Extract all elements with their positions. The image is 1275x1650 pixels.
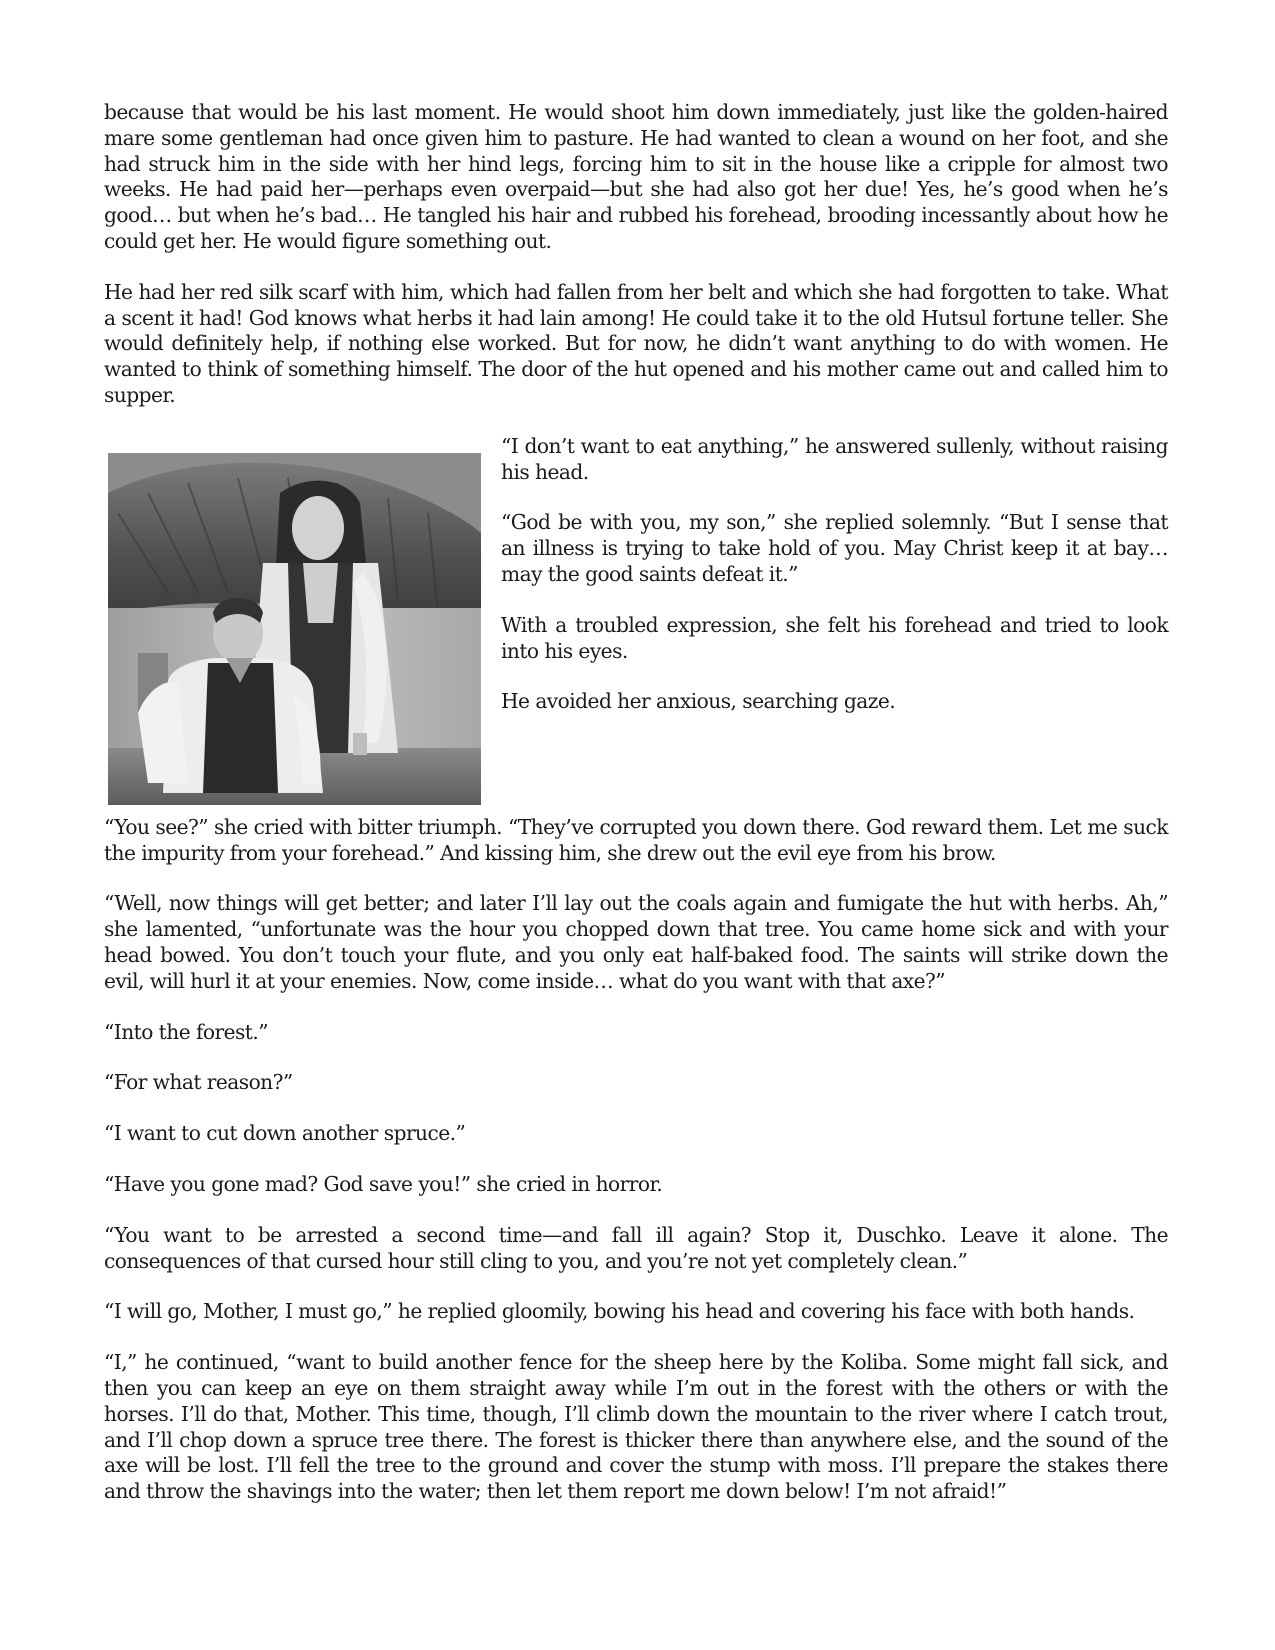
photo-illustration-icon	[108, 453, 481, 805]
paragraph-7: “You see?” she cried with bitter triumph. “They’ve corrupted you down there. God reward them. Let me suck the impurity from your forehead.” And kissing him, she drew out the evil eye from his brow.	[104, 814, 1168, 865]
paragraph-6: He avoided her anxious, searching gaze.	[501, 689, 896, 714]
paragraph-1: because that would be his last moment. He would shoot him down immediately, just like the golden-haired mare some gentleman had once given him to pasture. He had wanted to clean a wound on her foot, and she had struck him in the side with her hind legs, forcing him to sit in the house like a cripple for almost two weeks. He had paid her—perhaps even overpaid—but she had also got her due! Yes, he’s good when he’s good… but when he’s bad… He tangled his hair and rubbed his forehead, brooding incessantly about how he could get her. He would figure something out.	[104, 100, 1168, 253]
paragraph-4: “God be with you, my son,” she replied solemnly. “But I sense that an illness is trying to take hold of you. May Christ keep it at bay… may the good saints defeat it.”	[501, 510, 1168, 586]
paragraph-8: “Well, now things will get better; and later I’ll lay out the coals again and fumigate the hut with herbs. Ah,” she lamented, “unfortunate was the hour you chopped down that tree. You came home sick and with your head bowed. You don’t touch your flute, and you only eat half-baked food. The saints will strike down the evil, will hurl it at your enemies. Now, come inside… what do you want with that axe?”	[104, 891, 1168, 993]
document-page	[104, 100, 1168, 1530]
photo-figure	[108, 453, 481, 805]
paragraph-13: “You want to be arrested a second time—and fall ill again? Stop it, Duschko. Leave it alone. The consequences of that cursed hour still cling to you, and you’re not yet completely clean.”	[104, 1222, 1168, 1273]
paragraph-3: “I don’t want to eat anything,” he answered sullenly, without raising his head.	[501, 433, 1168, 484]
paragraph-15: “I,” he continued, “want to build another fence for the sheep here by the Koliba. Some might fall sick, and then you can keep an eye on them straight away while I’m out in the forest with the others or with the horses. I’ll do that, Mother. This time, though, I’ll climb down the mountain to the river where I catch trout, and I’ll chop down a spruce tree there. The forest is thicker there than anywhere else, and the sound of the axe will be lost. I’ll fell the tree to the ground and cover the stump with moss. I’ll prepare the stakes there and throw the shavings into the water; then let them report me down below! I’m not afraid!”	[104, 1350, 1168, 1504]
paragraph-5: With a troubled expression, she felt his forehead and tried to look into his eyes.	[501, 612, 1168, 663]
paragraph-10: “For what reason?”	[104, 1070, 293, 1095]
paragraph-12: “Have you gone mad? God save you!” she cried in horror.	[104, 1171, 663, 1196]
paragraph-14: “I will go, Mother, I must go,” he replied gloomily, bowing his head and covering his face with both hands.	[104, 1299, 1135, 1324]
paragraph-9: “Into the forest.”	[104, 1019, 268, 1044]
paragraph-11: “I want to cut down another spruce.”	[104, 1121, 466, 1146]
paragraph-2: He had her red silk scarf with him, which had fallen from her belt and which she had forgotten to take. What a scent it had! God knows what herbs it had lain among! He could take it to the old Hutsul fortune teller. She would definitely help, if nothing else worked. But for now, he didn’t want anything to do with women. He wanted to think of something himself. The door of the hut opened and his mother came out and called him to supper.	[104, 279, 1168, 407]
